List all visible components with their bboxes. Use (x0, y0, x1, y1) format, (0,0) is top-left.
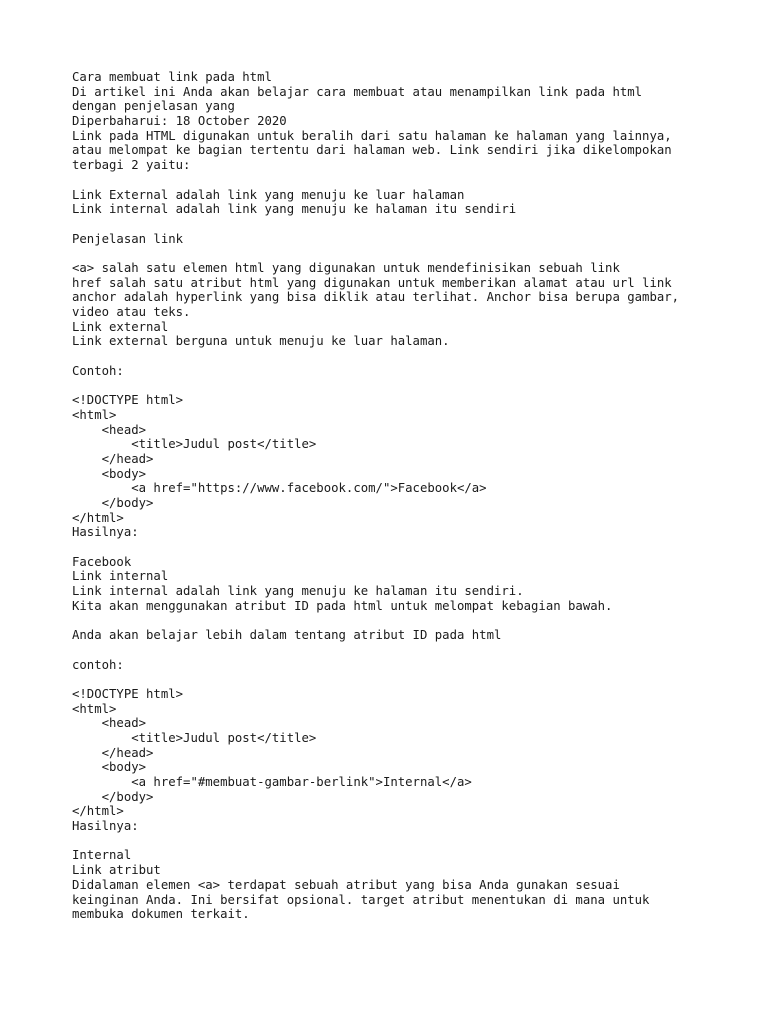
text-line (72, 173, 712, 188)
text-line: Diperbaharui: 18 October 2020 (72, 114, 287, 129)
text-line: </body> (72, 789, 154, 804)
text-line (72, 540, 712, 555)
text-line: terbagi 2 yaitu: (72, 158, 191, 173)
text-line (72, 246, 712, 261)
text-line: Internal (72, 848, 132, 863)
text-line: Link internal adalah link yang menuju ke halaman itu sendiri (72, 202, 517, 217)
text-line: Anda akan belajar lebih dalam tentang atribut ID pada html (72, 628, 502, 643)
text-line: Link internal (72, 569, 169, 584)
text-line: <head> (72, 716, 147, 731)
text-line: <head> (72, 422, 147, 437)
text-line: <title>Judul post</title> (72, 437, 317, 452)
text-line: Contoh: (72, 363, 124, 378)
text-line: <a> salah satu elemen html yang digunakan untuk mendefinisikan sebuah link (72, 260, 620, 275)
text-line: </body> (72, 495, 154, 510)
text-line (72, 217, 712, 232)
text-line: Hasilnya: (72, 819, 139, 834)
text-line: <html> (72, 407, 117, 422)
text-line: dengan penjelasan yang (72, 99, 235, 114)
text-line: membuka dokumen terkait. (72, 907, 250, 922)
text-line: <!DOCTYPE html> (72, 686, 184, 701)
text-line: Di artikel ini Anda akan belajar cara membuat atau menampilkan link pada html (72, 84, 643, 99)
text-line (72, 672, 712, 687)
text-line: </html> (72, 510, 124, 525)
text-line: Facebook (72, 554, 132, 569)
text-line: <a href="#membuat-gambar-berlink">Internal</a> (72, 775, 472, 789)
text-line: <body> (72, 760, 147, 775)
text-line: Kita akan menggunakan atribut ID pada html untuk melompat kebagian bawah. (72, 598, 613, 613)
text-line: keinginan Anda. Ini bersifat opsional. target atribut menentukan di mana untuk (72, 892, 650, 907)
document-text (72, 70, 712, 922)
text-line (72, 643, 712, 658)
text-line: <body> (72, 466, 147, 481)
text-line: Didalaman elemen <a> terdapat sebuah atribut yang bisa Anda gunakan sesuai (72, 877, 620, 892)
text-line: contoh: (72, 657, 124, 672)
text-line: <a href="https://www.facebook.com/">Facebook</a> (72, 481, 487, 496)
text-line: atau melompat ke bagian tertentu dari halaman web. Link sendiri jika dikelompokan (72, 143, 672, 158)
text-line: Link internal adalah link yang menuju ke halaman itu sendiri. (72, 584, 524, 599)
text-line (72, 378, 712, 393)
text-line: </html> (72, 804, 124, 819)
text-line: Link external berguna untuk menuju ke luar halaman. (72, 334, 450, 349)
text-line: Link external (72, 319, 169, 334)
text-line: </head> (72, 745, 154, 760)
text-line: Penjelasan link (72, 231, 184, 246)
text-line: video atau teks. (72, 305, 191, 319)
text-line: Link atribut (72, 863, 161, 878)
text-line: Link pada HTML digunakan untuk beralih dari satu halaman ke halaman yang lainnya, (72, 128, 672, 143)
text-line: <title>Judul post</title> (72, 730, 317, 745)
text-line: </head> (72, 451, 154, 466)
text-line: <html> (72, 701, 117, 716)
text-line (72, 613, 712, 628)
text-line (72, 834, 712, 849)
text-line: Hasilnya: (72, 525, 139, 540)
text-line: anchor adalah hyperlink yang bisa diklik atau terlihat. Anchor bisa berupa gambar, (72, 290, 680, 305)
text-line (72, 349, 712, 364)
text-line: Cara membuat link pada html (72, 70, 272, 84)
text-line: href salah satu atribut html yang digunakan untuk memberikan alamat atau url link (72, 275, 672, 290)
text-line: <!DOCTYPE html> (72, 393, 184, 408)
text-line: Link External adalah link yang menuju ke luar halaman (72, 187, 465, 202)
